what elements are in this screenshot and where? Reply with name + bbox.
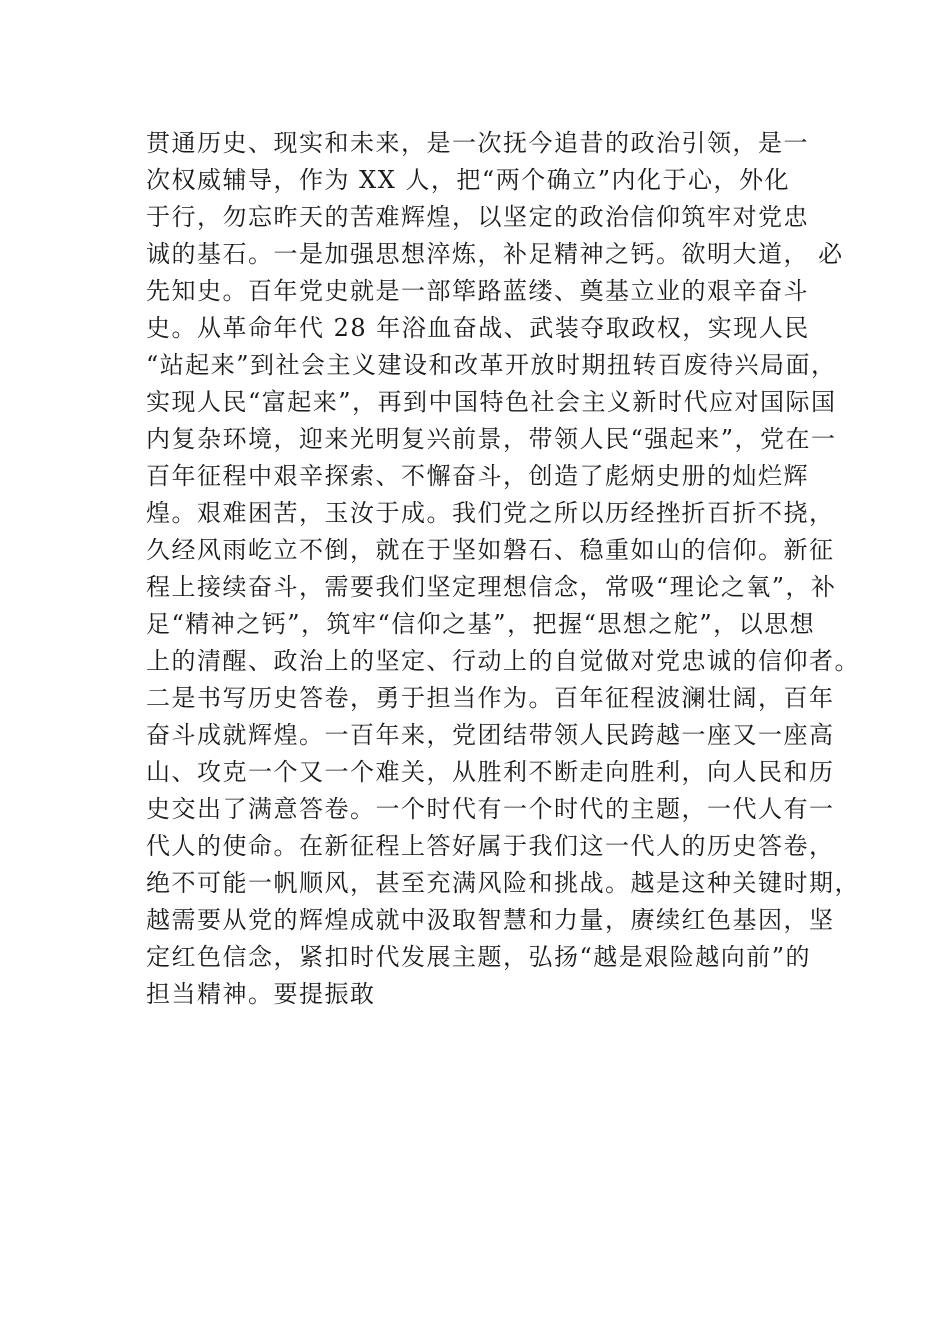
text-line: 史交出了满意答卷。一个时代有一个时代的主题，一代人有一 (146, 795, 835, 823)
text-line: 担当精神。要提振敢 (146, 980, 376, 1008)
text-line: 百年征程中艰辛探索、不懈奋斗，创造了彪炳史册的灿烂辉 (146, 462, 809, 490)
text-line: 足“精神之钙”，筑牢“信仰之基”，把握“思想之舵”，以思想 (146, 610, 816, 638)
text-line: 内复杂环境，迎来光明复兴前景，带领人民“强起来”，党在一 (146, 425, 837, 453)
text-line: 越需要从党的辉煌成就中汲取智慧和力量，赓续红色基因，坚 (146, 906, 835, 934)
text-line: 贯通历史、现实和未来，是一次抚今追昔的政治引领，是一 (146, 129, 809, 157)
text-line: 定红色信念，紧扣时代发展主题，弘扬“越是艰险越向前”的 (146, 943, 812, 971)
text-line: 久经风雨屹立不倒，就在于坚如磐石、稳重如山的信仰。新征 (146, 536, 835, 564)
text-line: 实现人民“富起来”，再到中国特色社会主义新时代应对国际国 (146, 388, 837, 416)
text-line: 诚的基石。一是加强思想淬炼，补足精神之钙。欲明大道， 必 (146, 240, 844, 268)
text-line: 二是书写历史答卷，勇于担当作为。百年征程波澜壮阔，百年 (146, 684, 835, 712)
text-line: 代人的使命。在新征程上答好属于我们这一代人的历史答卷， (146, 832, 835, 860)
text-line: 山、攻克一个又一个难关，从胜利不断走向胜利，向人民和历 (146, 758, 835, 786)
text-line: 奋斗成就辉煌。一百年来，党团结带领人民跨越一座又一座高 (146, 721, 835, 749)
text-line: 煌。艰难困苦，玉汝于成。我们党之所以历经挫折百折不挠， (146, 499, 835, 527)
body-text (146, 125, 860, 1013)
text-line: 先知史。百年党史就是一部筚路蓝缕、奠基立业的艰辛奋斗 (146, 277, 809, 305)
text-line: 程上接续奋斗，需要我们坚定理想信念，常吸“理论之氧”，补 (146, 573, 837, 601)
text-line: 次权威辅导，作为 XX 人，把“两个确立”内化于心，外化 (146, 166, 790, 194)
text-line: “站起来”到社会主义建设和改革开放时期扭转百废待兴局面， (146, 351, 837, 379)
text-line: 史。从革命年代 28 年浴血奋战、武装夺取政权，实现人民 (146, 314, 810, 342)
text-line: 于行，勿忘昨天的苦难辉煌，以坚定的政治信仰筑牢对党忠 (146, 203, 809, 231)
text-line: 绝不可能一帆顺风，甚至充满风险和挑战。越是这种关键时期， (146, 869, 860, 897)
text-line: 上的清醒、政治上的坚定、行动上的自觉做对党忠诚的信仰者。 (146, 647, 860, 675)
